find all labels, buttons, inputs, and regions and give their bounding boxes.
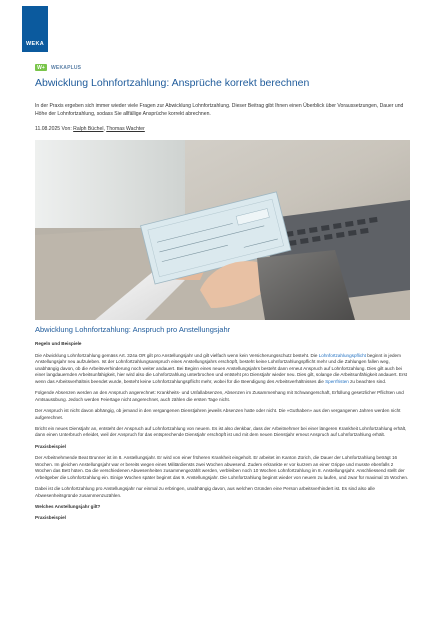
hero-image (35, 140, 410, 320)
wekaplus-label: WEKAPLUS (51, 64, 82, 71)
weka-logo[interactable] (22, 6, 48, 52)
text: Die Abwicklung Lohnfortzahlung gemäss Art. 324a OR gilt pro Anstellungsjahr und gilt vielfach wenn kein Versicherungsschutz besteht. Die (35, 352, 319, 358)
subheading-anstellungsjahr: Welches Anstellungsjahr gilt? (35, 503, 101, 509)
author-prefix: Von: (61, 126, 72, 132)
subheading-rules: Regeln und Beispiele (35, 341, 82, 346)
section-title: Abwicklung Lohnfortzahlung: Anspruch pro Anstellungsjahr (35, 325, 231, 334)
paragraph (35, 353, 411, 386)
example-title: Praxisbeispiel (35, 443, 66, 449)
example-title: Praxisbeispiel (35, 515, 66, 521)
link-sperrfristen[interactable]: Sperrfristen (325, 378, 349, 384)
author-link[interactable]: Ralph Büchel (73, 126, 104, 132)
plus-icon: W+ (35, 64, 47, 71)
site-header (0, 0, 443, 54)
author-link[interactable]: Thomas Wachter (106, 126, 145, 132)
author-separator: , (103, 126, 107, 132)
logo-text: WEKA (25, 41, 44, 47)
paragraph: Bricht ein neues Dienstjahr an, entsteht der Anspruch auf Lohnfortzahlung von neuem. Es ist also denkbar, dass der Arbeitnehmer bei einer längeren Krankheit Lohnfortzahlung erhält, dann einen Unterbruch erleidet, weil der Anspruch für das entsprechende Dienstjahr erschöpft ist und mit dem neuen Dienstjahr erneut Anspruch auf Lohnfortzahlung erhält. (35, 425, 407, 438)
article-body (35, 341, 411, 527)
paragraph: Folgende Absenzen werden an den Anspruch angerechnet: Krankheits- und Unfallabsenzen, Absenzen im Zusammenhang mit Schwangerschaft, Erfüllung gesetzlicher Pflichten und Amtsausübung. Jedoch werden Feiertage nicht angerechnet, auch zählen die ersten Tage nicht. (35, 390, 404, 402)
link-lohnfortzahlungspflicht[interactable]: Lohnfortzahlungspflicht (318, 352, 366, 358)
paragraph: Der Anspruch ist nicht davon abhängig, ob jemand in den vergangenen Dienstjahren jeweils Absenzen hatte oder nicht. Die «Guthaben» aus den vergangenen Jahren werden nicht aufgerechnet. (35, 407, 401, 420)
example-paragraph: Der Arbeitnehmende Beat Brunner ist im 8. Anstellungsjahr. Er wird von einer früheren Krankheit eingeholt. Er arbeitet im Kanton Zürich, die Dauer der Lohnfortzahlung beträgt 16 Wochen. Im gleichen Anstellungsjahr war er bereits wegen eines Militärdiensts zwei Wochen abwesend. Zudem erkrankte er vor kurzem an einer Grippe und musste ebenfalls 2 Wochen das Bett hüten. Da die verschiedenen Abwesenheiten zusammengezählt werden, verbleiben noch 10 Wochen Lohnfortzahlung im 8. Anstellungsjahr. Anschliessend stellt der Arbeitgeber die Lohnfortzahlung ein. Einige Wochen später beginnt das 9. Anstellungsjahr. Die Lohnfortzahlung beginnt wieder von neuem zu laufen, und zwar für maximal 15 Wochen. (35, 455, 409, 480)
article-meta (35, 126, 145, 132)
wekaplus-badge (35, 64, 81, 71)
text: zu beachten sind. (348, 378, 387, 384)
text: beginnt in jedem Anstellungsjahr neu aufzuleben. Ist der Lohnfortzahlungsanspruch eines Anstellungsjahrs erschöpft, besteht keine Lohnfortzahlungspflicht mehr und die Zahlungen fallen weg, unabhängig davon, ob die Arbeitsverhinderung noch weiter andauert. Bei Beginn eines neuen Anstellungsjahrs besteht dann erneut Anspruch auf Lohnfortzahlung. Dies gilt auch bei einer langdauernden Arbeitsunfähigkeit, hier wird also die Lohnfortzahlung unterbrochen und entsteht pro Dienstjahr wieder neu. Dies gilt, solange die Arbeitsunfähigkeit andauert. Erst wenn das Arbeitsverhältnis beendet wurde, besteht keine Lohnfortzahlungspflicht mehr, wobei für die Beendigung des Arbeitsverhältnisses die (35, 352, 408, 384)
paragraph: Dabei ist die Lohnfortzahlung pro Anstellungsjahr nur einmal zu erbringen, unabhängig davon, aus welchen Gründen eine Person arbeitsverhindert ist. Es sind also alle Abwesenheitsgründe zusammenzuzählen. (35, 486, 375, 498)
article-date: 11.08.2025 (35, 126, 61, 132)
page-title: Abwicklung Lohnfortzahlung: Ansprüche korrekt berechnen (35, 77, 310, 89)
article-lead: In der Praxis ergeben sich immer wieder viele Fragen zur Abwicklung Lohnfortzahlung. Dieser Beitrag gibt Ihnen einen Überblick über Voraussetzungen, Dauer und Höhe der Lohnfortzahlung, sodass Sie allfällige Ansprüche korrekt abrechnen. (35, 103, 404, 118)
